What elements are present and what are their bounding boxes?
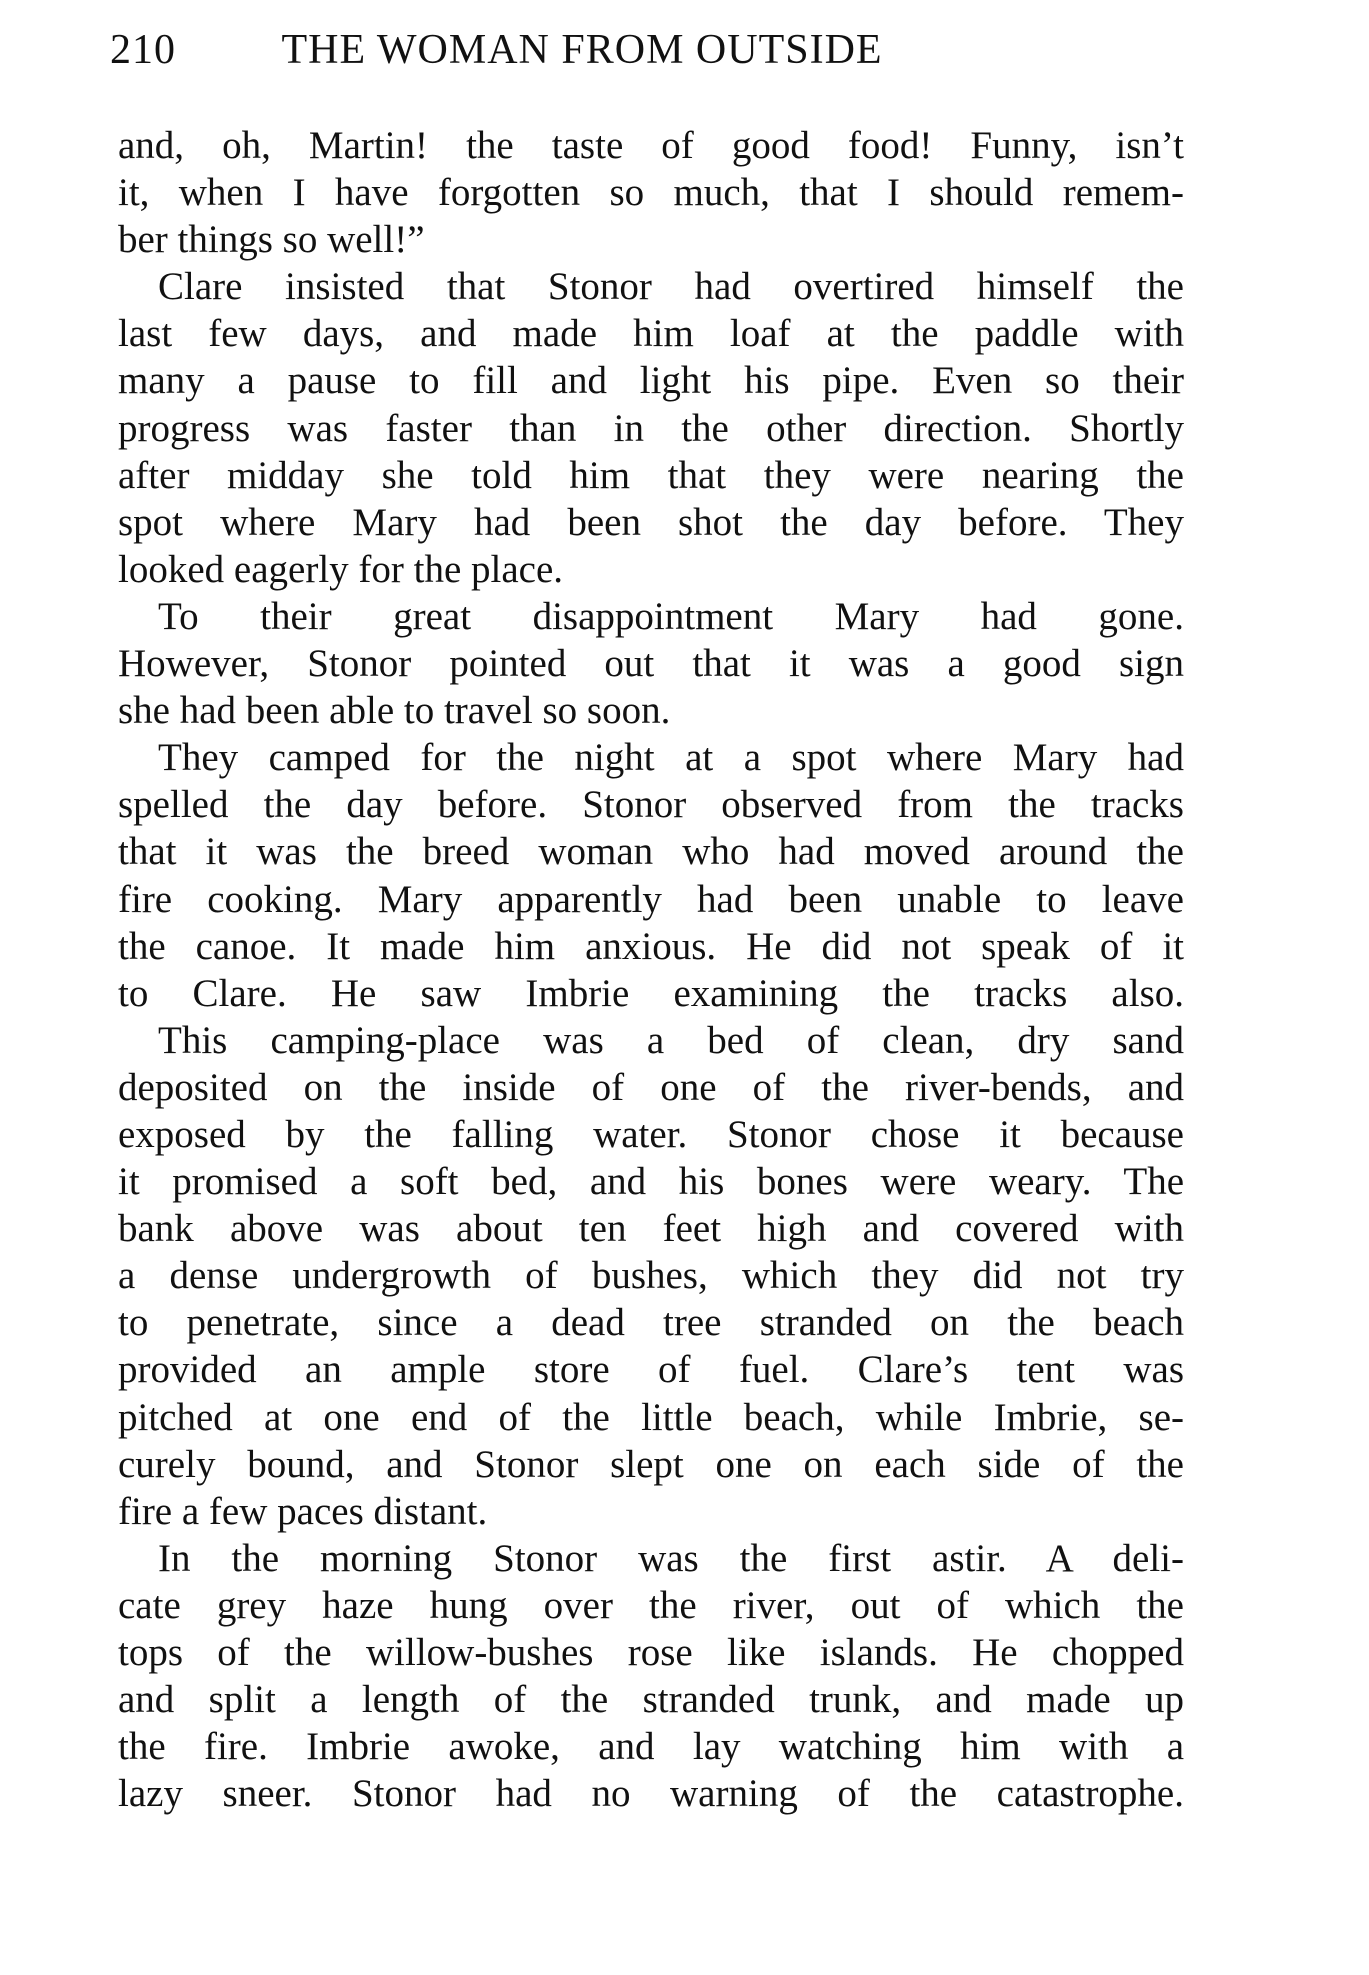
text-line: fire a few paces distant. [118,1489,488,1533]
text-line: They camped for the night at a spot where Mary had [158,736,1184,780]
page-number: 210 [110,27,176,73]
text-line: Clare insisted that Stonor had overtired himself the [158,265,1184,309]
text-line: fire cooking. Mary apparently had been unable to leave [118,877,1184,921]
text-line: and split a length of the stranded trunk, and made up [118,1678,1184,1722]
text-line: To their great disappointment Mary had gone. [158,594,1184,638]
text-line: the fire. Imbrie awoke, and lay watching him with a [118,1725,1184,1769]
text-line: spelled the day before. Stonor observed from the tracks [118,783,1184,827]
text-line: cate grey haze hung over the river, out of which the [118,1583,1184,1627]
text-line: that it was the breed woman who had moved around the [118,830,1184,874]
text-line: In the morning Stonor was the first astir. A deli- [158,1536,1184,1580]
text-line: spot where Mary had been shot the day before. They [118,500,1184,544]
text-line: it promised a soft bed, and his bones were weary. The [118,1160,1184,1204]
text-line: However, Stonor pointed out that it was a good sign [118,642,1184,686]
text-line: deposited on the inside of one of the river-bends, and [118,1065,1184,1109]
text-line: provided an ample store of fuel. Clare’s tent was [118,1348,1184,1392]
text-line: curely bound, and Stonor slept one on each side of the [118,1442,1184,1486]
text-line: the canoe. It made him anxious. He did not speak of it [118,924,1184,968]
text-line: progress was faster than in the other direction. Shortly [118,406,1184,450]
text-line: looked eagerly for the place. [118,547,564,591]
text-line: she had been able to travel so soon. [118,689,671,733]
text-line: bank above was about ten feet high and covered with [118,1207,1184,1251]
text-line: pitched at one end of the little beach, while Imbrie, se- [118,1395,1184,1439]
body-text [118,122,1184,1817]
text-line: last few days, and made him loaf at the paddle with [118,312,1184,356]
text-line: after midday she told him that they were nearing the [118,453,1184,497]
text-line: ber things so well!” [118,218,425,262]
text-line: lazy sneer. Stonor had no warning of the catastrophe. [118,1772,1184,1816]
text-line: a dense undergrowth of bushes, which they did not try [118,1254,1184,1298]
text-line: it, when I have forgotten so much, that I should remem- [118,171,1184,215]
text-line: many a pause to fill and light his pipe. Even so their [118,359,1184,403]
text-line: This camping-place was a bed of clean, dry sand [158,1018,1184,1062]
text-line: exposed by the falling water. Stonor chose it because [118,1112,1184,1156]
running-title: THE WOMAN FROM OUTSIDE [281,27,883,73]
text-line: and, oh, Martin! the taste of good food! Funny, isn’t [118,124,1184,167]
page-header [110,26,1230,96]
text-line: tops of the willow-bushes rose like islands. He chopped [118,1631,1184,1674]
text-line: to Clare. He saw Imbrie examining the tracks also. [118,971,1184,1015]
text-line: to penetrate, since a dead tree stranded on the beach [118,1301,1184,1345]
